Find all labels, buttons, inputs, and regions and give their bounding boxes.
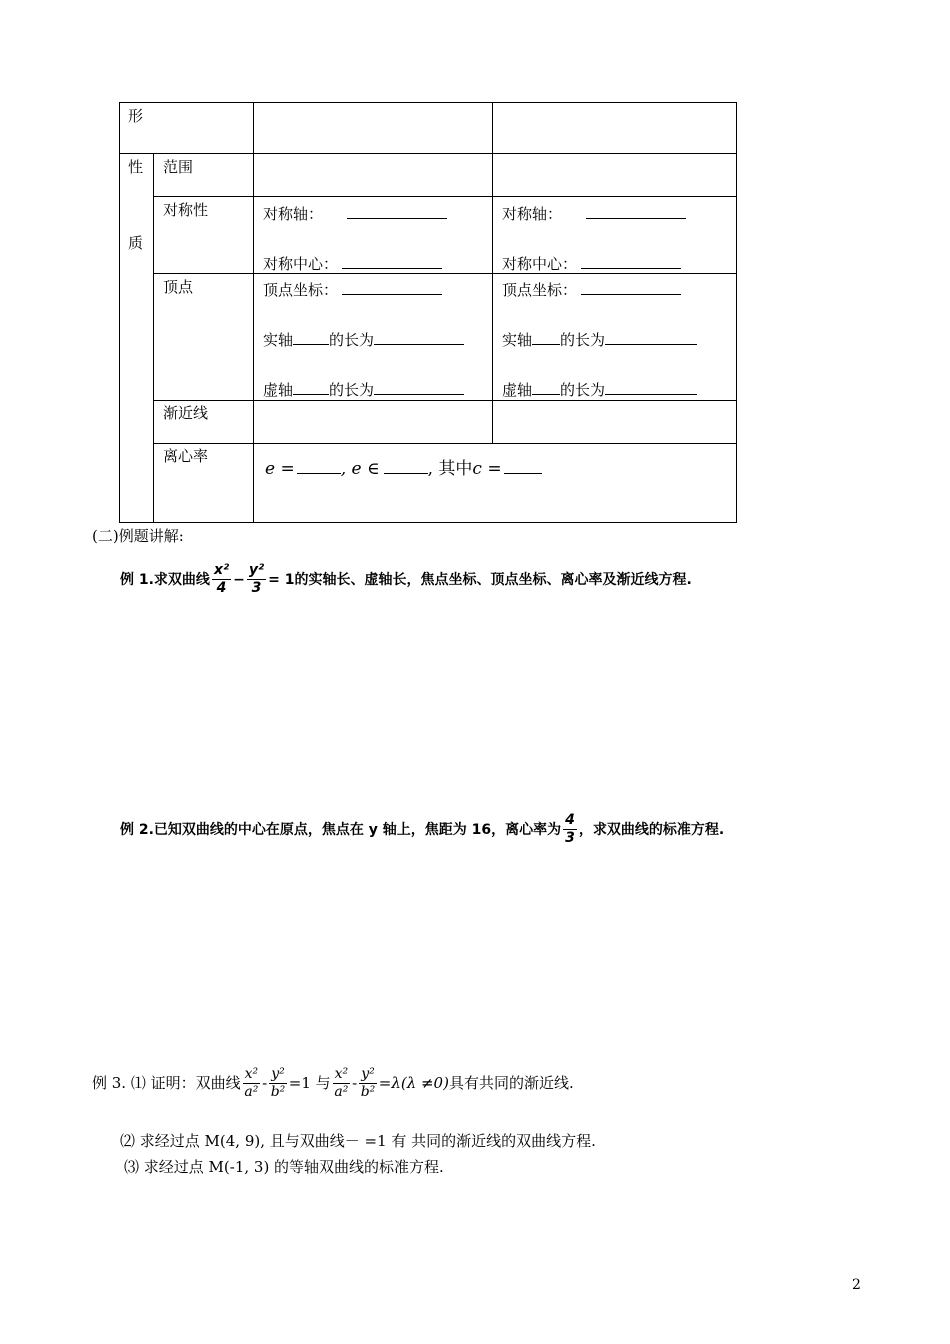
blank-line	[347, 204, 447, 219]
row-label-property-2: 质	[128, 234, 144, 252]
symmetry-axis-a	[263, 204, 447, 222]
formula-where: , 其中	[427, 459, 473, 479]
symmetry-axis-label: 对称轴：	[263, 205, 324, 223]
symmetry-center-label: 对称中心：	[502, 255, 578, 273]
symmetry-center-a	[263, 254, 442, 272]
table-subcol-divider	[153, 153, 154, 523]
blank-line	[342, 254, 442, 269]
fraction: $\frac{\text{y²}}{\text{b²}}$	[270, 1066, 286, 1100]
fraction: $\frac{\text{y²}}{3}$	[248, 562, 265, 596]
vertex-coord-a	[263, 280, 442, 298]
symmetry-axis-label: 对称轴：	[502, 205, 563, 223]
length-label: 的长为	[329, 331, 375, 349]
blank-line	[342, 280, 442, 295]
row-label-asymptote: 渐近线	[163, 404, 209, 422]
symmetry-axis-b	[502, 204, 686, 222]
formula-c: c =	[472, 459, 502, 479]
table-border-top	[119, 102, 737, 103]
blank-line	[293, 380, 329, 395]
row-label-symmetry: 对称性	[163, 201, 209, 219]
example-3-part-3: ⑶ 求经过点 M(-1, 3) 的等轴双曲线的标准方程.	[124, 1158, 444, 1176]
row-label-range: 范围	[163, 158, 194, 176]
fraction: $\frac{\text{x²}}{4}$	[213, 562, 230, 596]
fraction: $\frac{4}{3}$	[565, 812, 575, 846]
example-2	[120, 812, 724, 847]
real-axis-b	[502, 330, 697, 348]
example-1-prefix: 例 1.求双曲线	[120, 571, 210, 588]
blank-line	[532, 330, 560, 345]
table-row-line	[153, 196, 737, 197]
length-label: 的长为	[560, 381, 606, 399]
example-3-part-2: ⑵ 求经过点 M(4, 9), 且与双曲线－ =1 有 共同的渐近线的双曲线方程.	[120, 1132, 596, 1150]
imag-axis-label: 虚轴	[502, 381, 533, 399]
table-row-line	[153, 400, 737, 401]
example-3: 例 3. ⑴ 证明：双曲线 $\frac{\text{x²}}{\text{a²}}$ - $\frac{\text{y²}}{\text{b²}}$ =1 与 $\frac{\text{x²}}{\text{a²}}$ - $\frac{\text{y²}}{\text{b²}}$ =λ(λ ≠0) 具有共同的渐近线.	[92, 1066, 574, 1100]
row-label-vertex: 顶点	[163, 278, 194, 296]
length-label: 的长为	[329, 381, 375, 399]
real-axis-label: 实轴	[263, 331, 294, 349]
example-2-suffix: ，求双曲线的标准方程.	[578, 821, 725, 838]
imag-axis-a	[263, 380, 464, 398]
vertex-coord-b	[502, 280, 681, 298]
symmetry-center-label: 对称中心：	[263, 255, 339, 273]
blank-line	[297, 459, 341, 474]
example-1-suffix: 的实轴长、虚轴长，焦点坐标、顶点坐标、离心率及渐近线方程.	[294, 571, 692, 588]
example-3-prefix: 例 3. ⑴ 证明：双曲线	[92, 1074, 241, 1092]
blank-line	[605, 380, 697, 395]
table-border-right	[736, 102, 737, 523]
section-heading: (二)例题讲解:	[92, 527, 184, 545]
row-label-property-1: 性	[128, 158, 144, 176]
page-number: 2	[852, 1277, 861, 1293]
blank-line	[374, 380, 464, 395]
table-col-divider-1	[253, 102, 254, 523]
eccentricity-formula	[265, 459, 542, 478]
row-label-eccentricity: 离心率	[163, 447, 209, 465]
blank-line	[504, 459, 542, 474]
blank-line	[293, 330, 329, 345]
table-row-line	[153, 443, 737, 444]
row-label-shape: 形	[128, 107, 144, 125]
example-1: 例 1.求双曲线 $\frac{\text{x²}}{4}$ − $\frac{\text{y²}}{3}$ = 1 的实轴长、虚轴长，焦点坐标、顶点坐标、离心率及渐近线方程.	[120, 562, 692, 596]
vertex-coord-label: 顶点坐标：	[263, 281, 339, 299]
formula-in: , e ∈	[340, 459, 380, 479]
example-2-prefix: 例 2.已知双曲线的中心在原点，焦点在 y 轴上，焦距为 16，离心率为	[120, 821, 562, 838]
fraction: $\frac{\text{x²}}{\text{a²}}$	[244, 1066, 259, 1100]
real-axis-label: 实轴	[502, 331, 533, 349]
blank-line	[581, 280, 681, 295]
vertex-coord-label: 顶点坐标：	[502, 281, 578, 299]
imag-axis-label: 虚轴	[263, 381, 294, 399]
blank-line	[586, 204, 686, 219]
blank-line	[384, 459, 428, 474]
imag-axis-b	[502, 380, 697, 398]
symmetry-center-b	[502, 254, 681, 272]
blank-line	[374, 330, 464, 345]
fraction: $\frac{\text{y²}}{\text{b²}}$	[360, 1066, 376, 1100]
table-row-line	[119, 153, 737, 154]
fraction: $\frac{\text{x²}}{\text{a²}}$	[334, 1066, 349, 1100]
blank-line	[532, 380, 560, 395]
table-border-bottom	[119, 522, 737, 523]
length-label: 的长为	[560, 331, 606, 349]
real-axis-a	[263, 330, 464, 348]
table-row-line	[153, 273, 737, 274]
formula-e: e =	[265, 459, 295, 479]
blank-line	[605, 330, 697, 345]
table-border-left	[119, 102, 120, 523]
example-3-suffix: 具有共同的渐近线.	[448, 1074, 574, 1092]
blank-line	[581, 254, 681, 269]
